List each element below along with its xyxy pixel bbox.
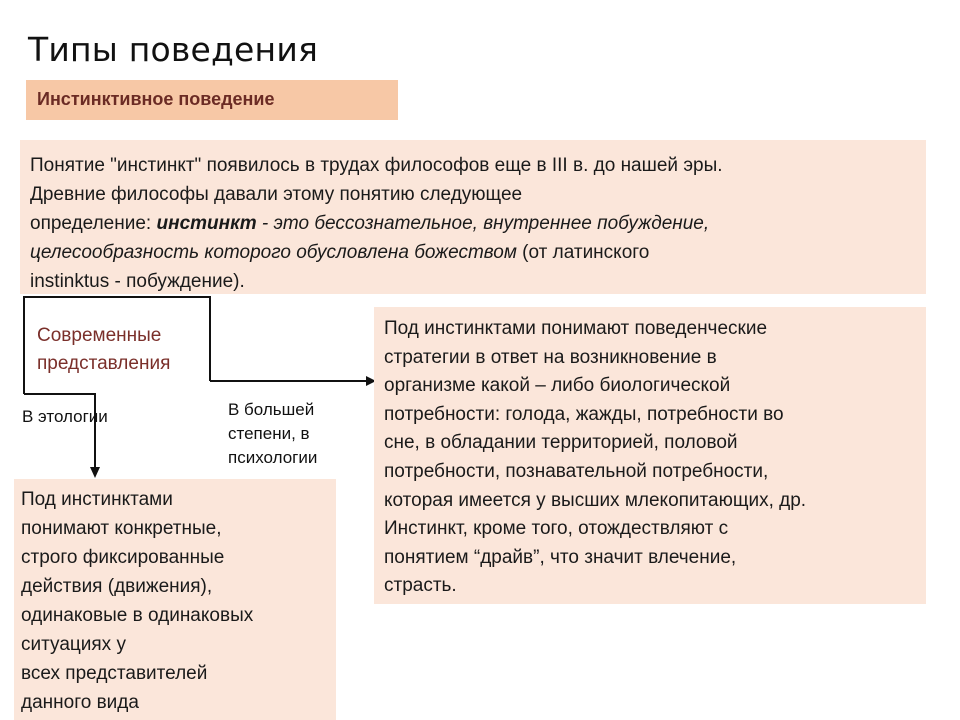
psychology-text-line: понятием “драйв”, что значит влечение, (384, 546, 737, 568)
ethology-text-line: понимают конкретные, (21, 518, 222, 539)
ethology-text-line: строго фиксированные (21, 547, 225, 568)
ethology-arrow-head (90, 467, 100, 478)
psychology-label-line-2: степени, в (228, 424, 310, 443)
psychology-label (228, 398, 317, 470)
psychology-text-line: Инстинкт, кроме того, отождествляют с (384, 518, 729, 540)
psychology-text-line: которая имеется у высших млекопитающих, др. (384, 489, 807, 511)
latin-note: (от латинского (516, 242, 650, 263)
ethology-text-line: всех представителей (21, 663, 208, 684)
modern-views-line-2: представления (37, 353, 171, 374)
psychology-label-line-3: психологии (228, 448, 318, 467)
slide-title: Типы поведения (28, 30, 319, 69)
modern-views-line-1: Современные (37, 325, 162, 346)
instinct-term: инстинкт (156, 213, 257, 234)
ethology-text-line: действия (движения), (21, 576, 213, 597)
psychology-text-line: Под инстинктами понимают поведенческие (384, 318, 768, 339)
ethology-text-line: данного вида (21, 692, 139, 713)
section-subtitle: Инстинктивное поведение (26, 80, 398, 120)
modern-views-label (37, 322, 170, 378)
ethology-text-line: ситуациях у (21, 634, 126, 655)
ethology-text-line: Под инстинктами (21, 489, 173, 510)
intro-line-1: Понятие "инстинкт" появилось в трудах философов еще в III в. до нашей эры. (30, 155, 723, 176)
ethology-label: В этологии (22, 407, 108, 426)
ethology-text-line: одинаковые в одинаковых (21, 605, 254, 626)
psychology-text-line: организме какой – либо биологической (384, 375, 731, 397)
psychology-instinct-box (374, 307, 926, 604)
psychology-text-line: стратегии в ответ на возникновение в (384, 346, 717, 368)
psychology-label-line-1: В большей (228, 400, 315, 419)
psychology-text-line: потребности, познавательной потребности, (384, 460, 769, 482)
definition-part-b: целесообразность которого обусловлена божеством (30, 242, 517, 263)
psychology-text-line: страсть. (384, 575, 457, 597)
psychology-text-line: сне, в обладании территорией, половой (384, 432, 738, 454)
definition-part-a: - это бессознательное, внутреннее побуждение, (256, 213, 710, 234)
intro-line-5: instinktus - побуждение). (30, 271, 245, 292)
definition-prefix: определение: (30, 213, 157, 234)
ethology-instinct-box (14, 479, 336, 720)
intro-line-2: Древние философы давали этому понятию следующее (30, 184, 523, 205)
psychology-text-line: потребности: голода, жажды, потребности во (384, 403, 784, 425)
